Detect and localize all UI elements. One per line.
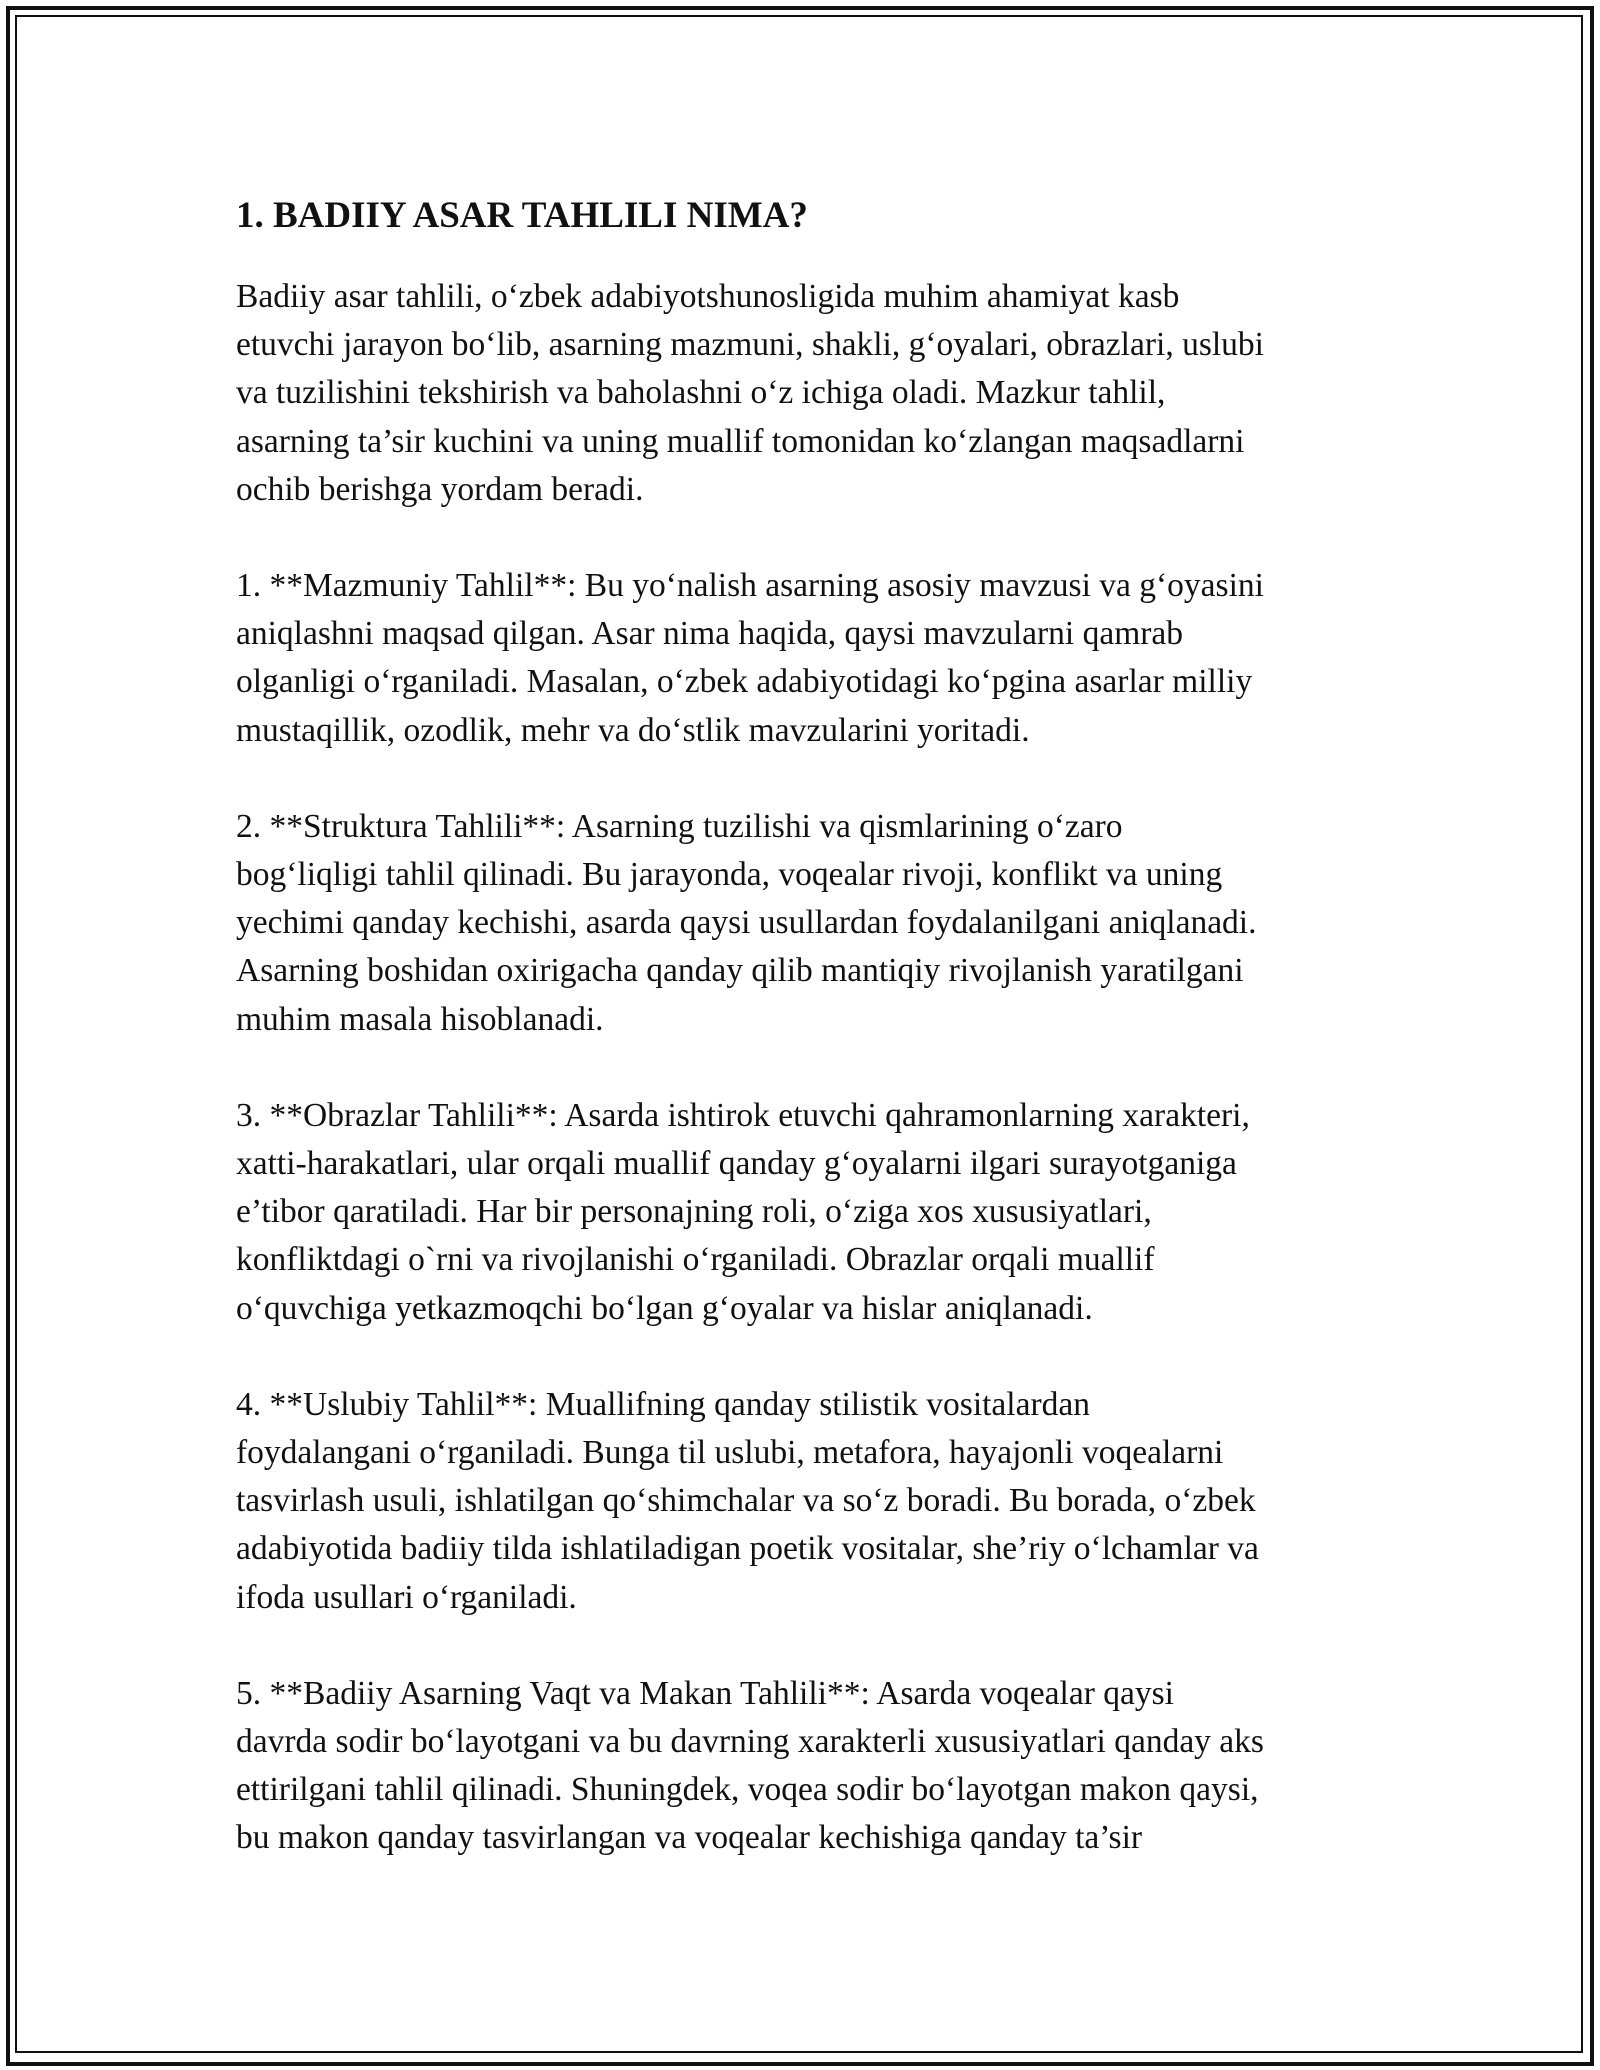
text-line: asarning ta’sir kuchini va uning muallif tomonidan ko‘zlangan maqsadlarni (236, 422, 1245, 460)
paragraph-vaqt-makan-tahlili (236, 1670, 1386, 1863)
text-line: yechimi qanday kechishi, asarda qaysi usullardan foydalanilgani aniqlanadi. (236, 904, 1257, 942)
text-line: foydalangani o‘rganiladi. Bunga til uslubi, metafora, hayajonli voqealarni (236, 1434, 1224, 1472)
paragraph-obrazlar-tahlili (236, 1092, 1386, 1333)
text-line: 4. **Uslubiy Tahlil**: Muallifning qanday stilistik vositalardan (236, 1385, 1091, 1423)
text-line: Badiiy asar tahlili, o‘zbek adabiyotshunosligida muhim ahamiyat kasb (236, 278, 1180, 315)
text-line: o‘quvchiga yetkazmoqchi bo‘lgan g‘oyalar va hislar aniqlanadi. (236, 1289, 1093, 1327)
text-line: tasvirlash usuli, ishlatilgan qo‘shimchalar va so‘z boradi. Bu borada, o‘zbek (236, 1482, 1256, 1520)
text-line: 3. **Obrazlar Tahlili**: Asarda ishtirok etuvchi qahramonlarning xarakteri, (236, 1096, 1250, 1134)
text-line: ettirilgani tahlil qilinadi. Shuningdek, voqea sodir bo‘layotgan makon qaysi, (236, 1771, 1259, 1809)
paragraph-uslubiy-tahlil (236, 1381, 1386, 1622)
document-body (236, 188, 1386, 1863)
text-line: bu makon qanday tasvirlangan va voqealar kechishiga qanday ta’sir (236, 1819, 1143, 1857)
text-line: mustaqillik, ozodlik, mehr va do‘stlik mavzularini yoritadi. (236, 711, 1030, 749)
text-line: muhim masala hisoblanadi. (236, 1000, 604, 1038)
text-line: konfliktdagi o`rni va rivojlanishi o‘rganiladi. Obrazlar orqali muallif (236, 1241, 1155, 1279)
text-line: aniqlashni maqsad qilgan. Asar nima haqida, qaysi mavzularni qamrab (236, 615, 1184, 653)
paragraph-intro (236, 273, 1386, 514)
text-line: 1. **Mazmuniy Tahlil**: Bu yo‘nalish asarning asosiy mavzusi va g‘oyasini (236, 567, 1264, 605)
text-line: davrda sodir bo‘layotgani va bu davrning xarakterli xususiyatlari qanday aks (236, 1723, 1264, 1761)
text-line: ifoda usullari o‘rganiladi. (236, 1578, 577, 1616)
paragraph-struktura-tahlili (236, 803, 1386, 1044)
text-line: 2. **Struktura Tahlili**: Asarning tuzilishi va qismlarining o‘zaro (236, 807, 1123, 845)
paragraph-mazmuniy-tahlil (236, 562, 1386, 755)
text-line: olganligi o‘rganiladi. Masalan, o‘zbek adabiyotidagi ko‘pgina asarlar milliy (236, 663, 1253, 701)
text-line: Asarning boshidan oxirigacha qanday qilib mantiqiy rivojlanish yaratilgani (236, 952, 1244, 990)
text-line: bog‘liqligi tahlil qilinadi. Bu jarayonda, voqealar rivoji, konflikt va uning (236, 856, 1223, 894)
text-line: va tuzilishini tekshirish va baholashni o‘z ichiga oladi. Mazkur tahlil, (236, 374, 1166, 412)
text-line: ochib berishga yordam beradi. (236, 470, 644, 508)
text-line: e’tibor qaratiladi. Har bir personajning roli, o‘ziga xos xususiyatlari, (236, 1193, 1152, 1231)
text-line: 5. **Badiiy Asarning Vaqt va Makan Tahlili**: Asarda voqealar qaysi (236, 1674, 1174, 1712)
text-line: xatti-harakatlari, ular orqali muallif qanday g‘oyalarni ilgari surayotganiga (236, 1145, 1237, 1183)
section-heading: 1. BADIIY ASAR TAHLILI NIMA? (236, 195, 808, 236)
text-line: etuvchi jarayon bo‘lib, asarning mazmuni, shakli, g‘oyalari, obrazlari, uslubi (236, 326, 1264, 364)
text-line: adabiyotida badiiy tilda ishlatiladigan poetik vositalar, she’riy o‘lchamlar va (236, 1530, 1259, 1568)
body-text (236, 273, 1386, 1863)
